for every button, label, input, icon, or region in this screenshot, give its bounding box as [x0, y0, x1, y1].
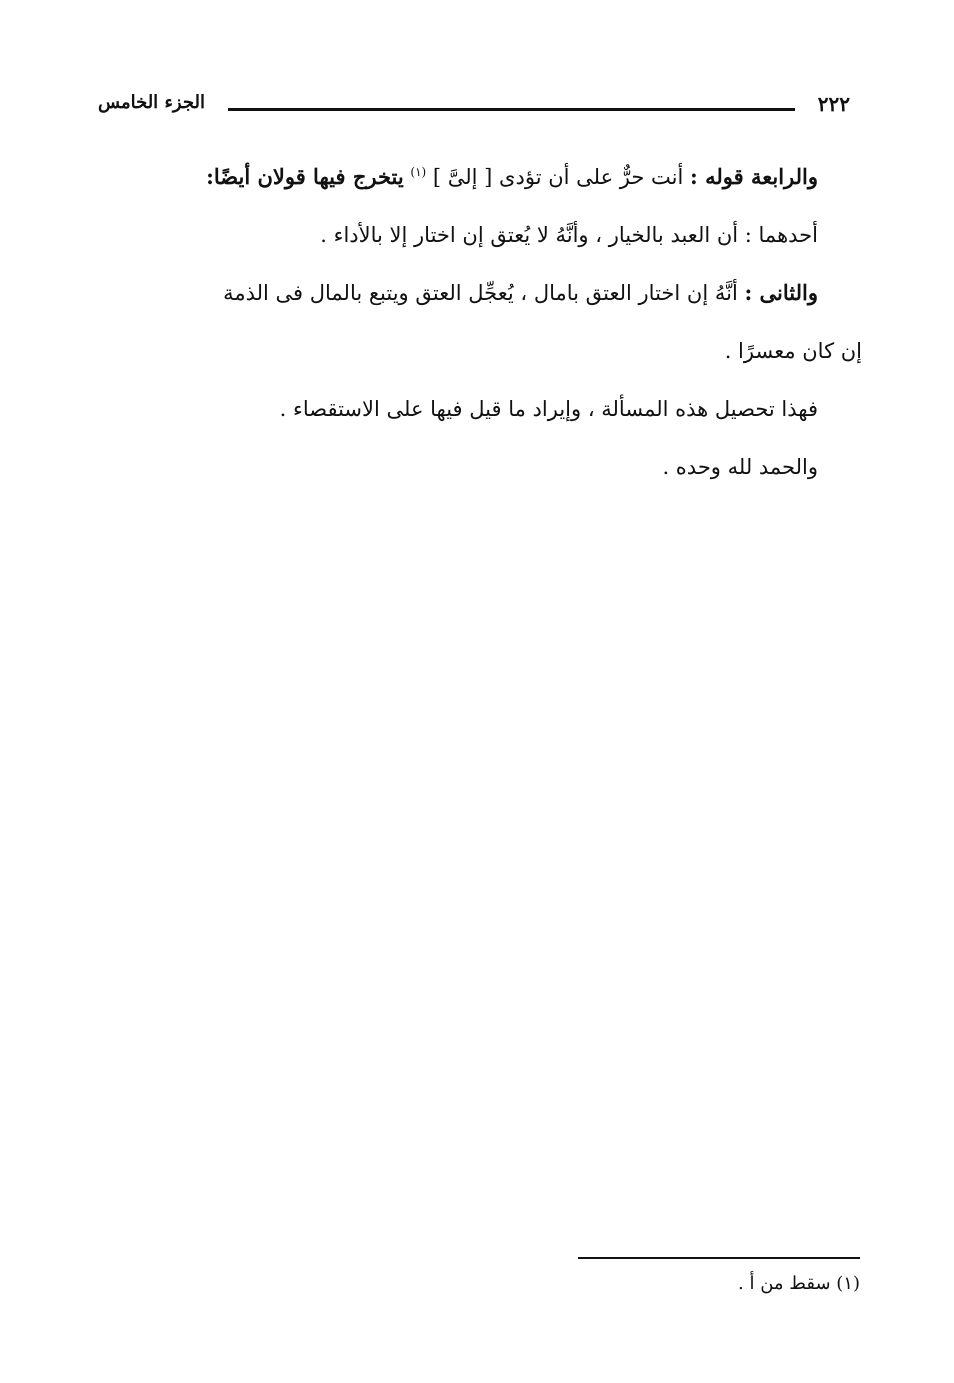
paragraph-text: إن كان معسرًا .: [724, 339, 862, 363]
footnote-rule: [578, 1257, 860, 1259]
footnote-reference: (١): [410, 165, 427, 179]
footnote: (١) سقط من أ .: [738, 1273, 860, 1294]
paragraph-text: والحمد لله وحده .: [662, 455, 818, 479]
header-rule: [228, 108, 795, 111]
paragraph-second-view-continuation: [96, 322, 862, 380]
paragraph-closing: [96, 438, 818, 496]
paragraph-text: أحدهما : أن العبد بالخيار ، وأنَّهُ لا يُعتق إن اختار إلا بالأداء .: [320, 223, 818, 247]
paragraph-text: فهذا تحصيل هذه المسألة ، وإيراد ما قيل فيها على الاستقصاء .: [279, 397, 818, 421]
page-number: ٢٢٢: [817, 92, 850, 116]
paragraph-fourth-case: [96, 148, 818, 206]
paragraph-summary: [96, 380, 818, 438]
running-title: الجزء الخامس: [98, 92, 205, 113]
paragraph-tail: يتخرج فيها قولان أيضًا:: [206, 164, 404, 189]
paragraph-text: أنَّهُ إن اختار العتق بامال ، يُعجِّل العتق ويتبع بالمال فى الذمة: [223, 281, 738, 305]
paragraph-second-view: [96, 264, 818, 322]
paragraph-lead: والثانى :: [744, 280, 818, 305]
quoted-formula: أنت حرٌّ على أن تؤدى [ إلىَّ ]: [432, 165, 684, 189]
page-header: [98, 92, 850, 126]
main-text: [96, 148, 862, 496]
paragraph-first-view: [96, 206, 818, 264]
paragraph-lead: والرابعة قوله :: [690, 164, 818, 189]
